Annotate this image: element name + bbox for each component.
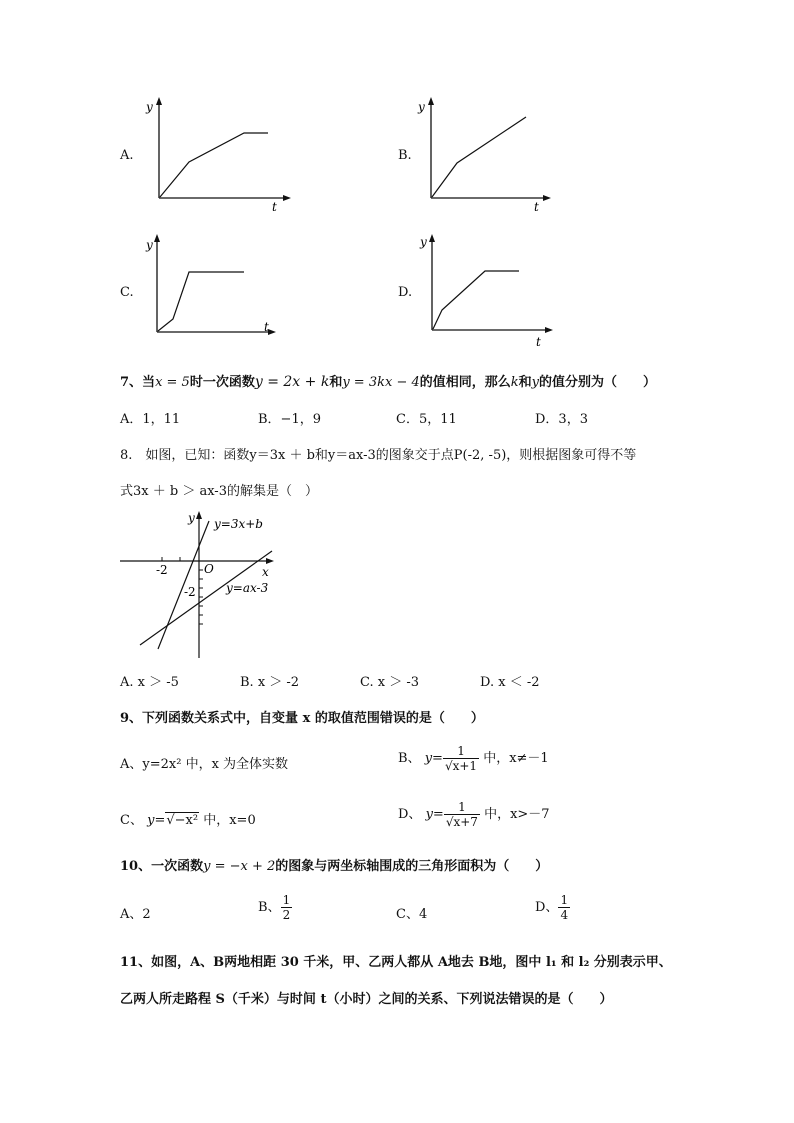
question-11-stem-line-1: 11、如图，A、B两地相距 30 千米，甲、乙两人都从 A地去 B地，图中 l₁ 和 l₂ 分别表示甲、 [120,955,672,970]
q10-d-fraction [558,893,570,922]
question-8-option-a[interactable]: A. x ＞ -5 [120,675,179,690]
q9-d-pre: y= [425,807,444,822]
q9-b-label: B、 [398,751,421,766]
q8-tick-x-label: -2 [156,563,168,577]
q9-c-label: C、 [120,813,143,828]
graph-c-y-label: y [146,238,153,252]
question-9-option-d[interactable] [398,800,550,829]
q10-d-denominator: 4 [560,908,569,922]
q9-b-post: 中，x≠－1 [483,751,549,766]
graph-b-y-arrow [428,97,434,105]
q9-d-numerator: 1 [458,800,466,814]
q9-b-denominator: √x+1 [444,759,478,773]
graph-d-curve [433,271,519,329]
q9-a-label: A、 [120,757,143,772]
option-c-label: C. [120,285,134,300]
question-7-stem [120,371,656,390]
q8-origin-label: O [204,562,214,576]
q9-c-pre: y= [147,813,166,828]
q10-b-denominator: 2 [282,908,291,922]
q10-b-numerator: 1 [282,893,291,907]
question-10-stem [120,855,548,874]
graph-d [412,232,572,352]
graph-d-y-arrow [429,234,435,242]
graph-a-y-arrow [156,97,162,105]
graph-b-x-arrow [543,195,551,201]
question-11-stem-line-2: 乙两人所走路程 S（千米）与时间 t（小时）之间的关系、下列说法错误的是（ ） [120,992,613,1007]
question-8-option-b[interactable]: B. x ＞ -2 [240,675,300,690]
graph-b-x-label: t [534,200,539,214]
q10-function: y = −x + 2 [203,859,276,874]
graph-c-x-label: t [264,320,269,334]
graph-c-curve [158,272,244,331]
q9-a-expr: y=2x² 中，x 为全体实数 [142,757,289,772]
question-7-option-b[interactable]: B．−1，9 [258,412,321,427]
option-d-label: D. [398,285,413,300]
question-7-function-2: y = 3kx − 4 [342,375,420,390]
q9-b-numerator: 1 [457,744,465,758]
question-10-option-c[interactable]: C、4 [396,907,428,922]
question-7-option-d[interactable]: D．3，3 [535,412,588,427]
q8-tick-y-label: -2 [184,585,196,599]
question-7-text-4: 的值相同，那么 [419,375,511,390]
q9-d-label: D、 [398,807,422,822]
graph-b-curve [432,117,526,197]
question-7-option-c[interactable]: C．5，11 [396,412,457,427]
question-10-option-b[interactable] [258,893,292,922]
graph-b-y-label: y [418,100,425,114]
question-7-condition: x = 5 [155,375,190,390]
question-7-text-5: 和 [518,375,532,390]
question-7-text-6: 的值分别为（ ） [539,375,657,390]
q9-c-radical: √−x² [166,813,199,828]
question-10-option-d[interactable] [535,893,570,922]
q9-d-fraction [444,800,480,829]
question-8-option-d[interactable]: D. x ＜ -2 [480,675,540,690]
graph-b [412,95,572,215]
q9-d-denominator: √x+7 [445,815,478,829]
graph-a-y-label: y [146,100,153,114]
q8-y-arrow [196,511,202,519]
q8-y-label: y [188,511,195,525]
q8-x-arrow [266,558,274,564]
question-9-option-a[interactable] [120,753,288,772]
graph-a [140,95,300,215]
graph-a-curve [160,133,268,197]
q9-b-fraction [443,744,479,773]
q9-d-post: 中，x>－7 [484,807,550,822]
q8-line-1-label: y=3x+b [214,517,263,531]
question-7-option-a[interactable]: A．1，11 [120,412,181,427]
graph-d-x-arrow [545,327,553,333]
q10-d-numerator: 1 [560,893,569,907]
q8-line-2-label: y=ax-3 [226,581,269,595]
question-7-var-k: k [510,375,519,390]
question-7-text-1: 当 [142,375,156,390]
option-a-label: A. [120,148,134,163]
question-9-option-c[interactable] [120,809,256,828]
graph-a-x-arrow [283,195,291,201]
q10-b-fraction [281,893,293,922]
question-9-stem: 9、下列函数关系式中，自变量 x 的取值范围错误的是（ ） [120,711,484,726]
q10-b-label: B、 [258,900,281,915]
q10-text-1: 10、一次函数 [120,859,204,874]
question-7-var-y: y [531,375,540,390]
graph-c-x-arrow [268,329,276,335]
graph-a-x-label: t [272,200,277,214]
question-7-number: 7、 [120,375,143,390]
question-7-function-1: y = 2x + k [254,374,330,390]
question-9-option-b[interactable] [398,744,549,773]
graph-d-y-label: y [420,235,427,249]
question-8-option-c[interactable]: C. x ＞ -3 [360,675,420,690]
q9-b-pre: y= [424,751,443,766]
graph-c-y-arrow [154,234,160,242]
q9-c-post: 中，x=0 [203,813,256,828]
question-8-stem-line-2: 式3x ＋ b ＞ ax-3的解集是（ ） [120,484,318,499]
graph-c [140,232,300,352]
question-7-text-3: 和 [329,375,343,390]
question-7-text-2: 时一次函数 [189,375,255,390]
option-b-label: B. [398,148,412,163]
question-8-stem-line-1: 8. 如图，已知：函数y＝3x ＋ b和y＝ax-3的图象交于点P(-2, -5)，则根据图象可得不等 [120,448,637,463]
question-8-graph [118,508,288,658]
q10-text-2: 的图象与两坐标轴围成的三角形面积为（ ） [275,859,549,874]
q10-d-label: D、 [535,900,559,915]
question-10-option-a[interactable]: A、2 [120,907,151,922]
graph-d-x-label: t [536,335,541,349]
q8-x-label: x [262,565,269,579]
